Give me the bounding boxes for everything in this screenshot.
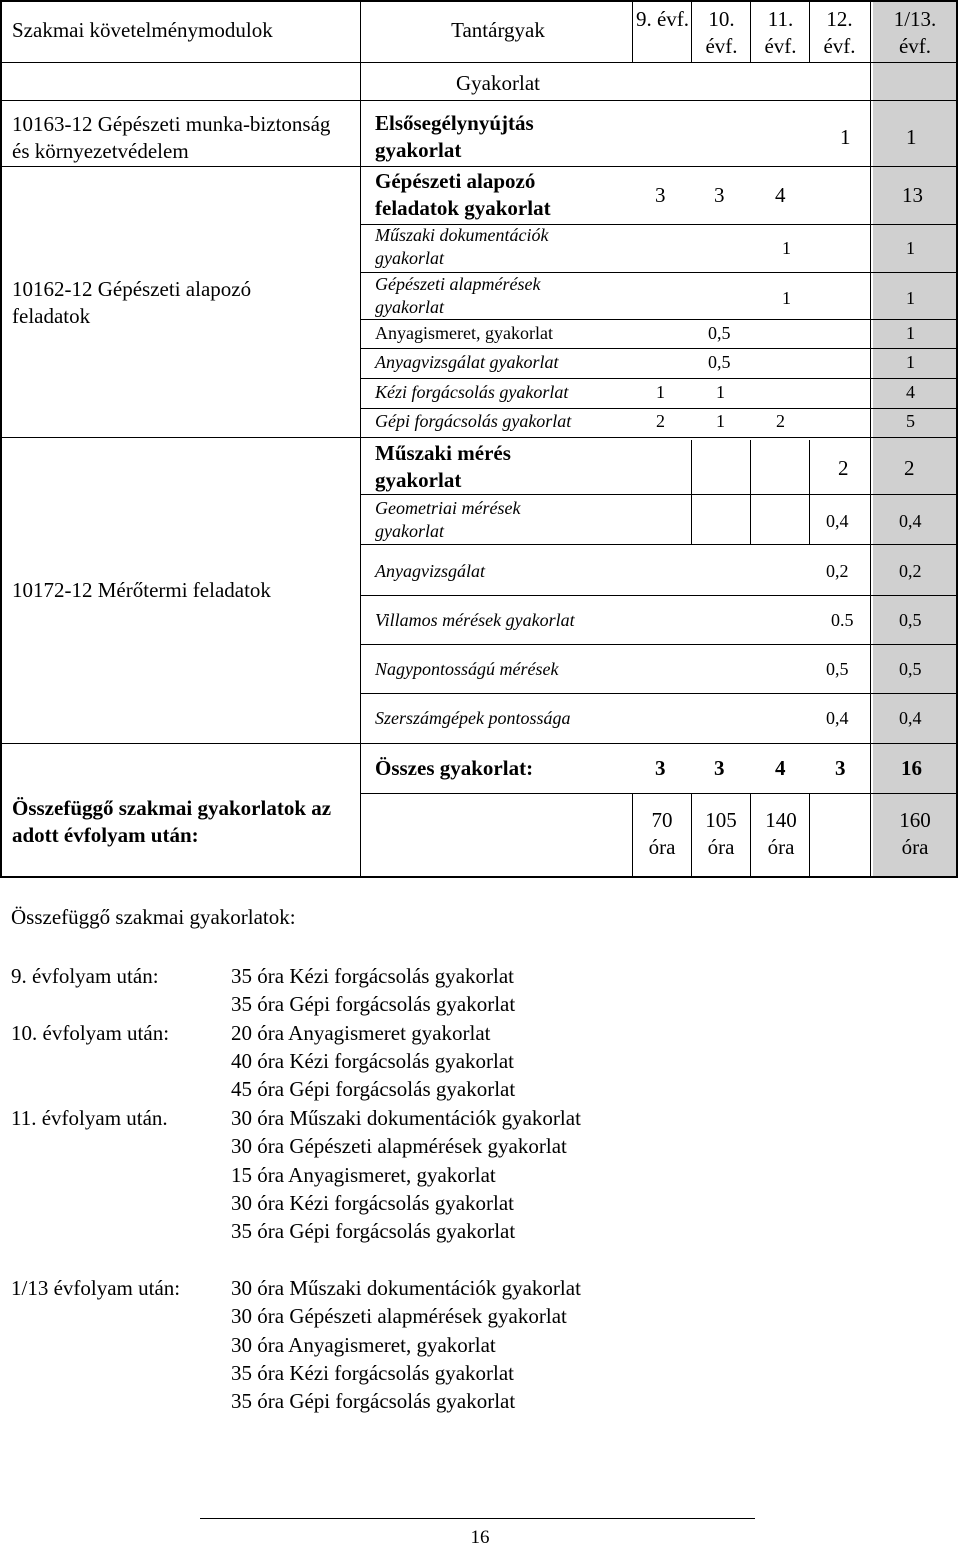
table-rule bbox=[361, 348, 958, 349]
row-value-13: 0,5 bbox=[899, 610, 922, 630]
row-value-10: 3 bbox=[714, 183, 725, 207]
row-value-13: 4 bbox=[906, 382, 915, 402]
row-value-13: 0,2 bbox=[899, 561, 922, 581]
table-rule bbox=[632, 793, 633, 878]
table-border bbox=[956, 0, 958, 878]
table-rule bbox=[691, 0, 692, 62]
row-value-13: 0,4 bbox=[899, 708, 922, 728]
note-heading: 9. évfolyam után: bbox=[11, 964, 159, 988]
row-value-13: 5 bbox=[906, 411, 915, 431]
hours-10: 105 óra bbox=[705, 808, 737, 860]
row-value-12: 2 bbox=[838, 456, 849, 480]
note-line: 30 óra Műszaki dokumentációk gyakorlat bbox=[231, 1276, 581, 1300]
row-value-9: 3 bbox=[655, 183, 666, 207]
table-rule bbox=[361, 100, 958, 101]
footer-rule bbox=[200, 1518, 755, 1519]
row-value-13: 1 bbox=[906, 323, 915, 343]
header-modules: Szakmai követelménymodulok bbox=[12, 18, 273, 42]
row-value-11: 0,5 bbox=[708, 352, 731, 372]
note-heading: 1/13 évfolyam után: bbox=[11, 1276, 181, 1300]
section-label: Gyakorlat bbox=[456, 71, 540, 95]
row-subject: Műszaki dokumentációk gyakorlat bbox=[375, 225, 549, 269]
page-number: 16 bbox=[470, 1527, 490, 1548]
note-line: 30 óra Anyagismeret, gyakorlat bbox=[231, 1333, 496, 1357]
row-value-11: 4 bbox=[775, 183, 786, 207]
table-rule bbox=[361, 544, 958, 545]
module-basics: 10162-12 Gépészeti alapozó feladatok bbox=[12, 277, 252, 329]
note-line: 30 óra Kézi forgácsolás gyakorlat bbox=[231, 1191, 515, 1215]
table-rule bbox=[691, 793, 692, 878]
row-value-10: 1 bbox=[716, 411, 725, 431]
row-value-12: 1 bbox=[840, 125, 851, 149]
header-grade-13: 1/13. évf. bbox=[893, 7, 937, 59]
table-rule bbox=[750, 440, 751, 544]
row-value-11: 2 bbox=[776, 411, 785, 431]
row-subject: Szerszámgépek pontossága bbox=[375, 708, 571, 728]
row-subject: Gépészeti alapmérések gyakorlat bbox=[375, 274, 541, 318]
row-value-9: 2 bbox=[656, 411, 665, 431]
table-rule bbox=[360, 0, 361, 878]
table-rule bbox=[361, 437, 958, 438]
row-subject: Műszaki mérés gyakorlat bbox=[375, 441, 511, 493]
note-line: 35 óra Kézi forgácsolás gyakorlat bbox=[231, 964, 515, 988]
row-value-13: 1 bbox=[906, 352, 915, 372]
note-line: 35 óra Gépi forgácsolás gyakorlat bbox=[231, 992, 516, 1016]
table-rule bbox=[0, 62, 958, 63]
total-label: Összes gyakorlat: bbox=[375, 756, 534, 780]
table-rule bbox=[809, 0, 810, 62]
row-value-13: 0,5 bbox=[899, 659, 922, 679]
module-safety: 10163-12 Gépészeti munka-biztonság és környezetvédelem bbox=[12, 112, 331, 164]
row-subject: Elsősegélynyújtás gyakorlat bbox=[375, 111, 534, 163]
hours-11: 140 óra bbox=[765, 808, 797, 860]
table-rule bbox=[0, 166, 361, 167]
note-line: 15 óra Anyagismeret, gyakorlat bbox=[231, 1163, 496, 1187]
notes-title: Összefüggő szakmai gyakorlatok: bbox=[11, 905, 296, 929]
row-value-12: 0,2 bbox=[826, 561, 849, 581]
total-value-12: 3 bbox=[835, 756, 846, 780]
row-subject: Anyagvizsgálat gyakorlat bbox=[375, 352, 559, 372]
header-grade-9: 9. évf. bbox=[635, 7, 690, 31]
note-line: 30 óra Gépészeti alapmérések gyakorlat bbox=[231, 1304, 567, 1328]
table-rule bbox=[0, 437, 361, 438]
table-rule bbox=[361, 272, 958, 273]
row-value-9: 1 bbox=[656, 382, 665, 402]
table-rule bbox=[361, 693, 958, 694]
table-rule bbox=[691, 440, 692, 544]
row-value-13: 1 bbox=[906, 288, 915, 308]
row-value-11: 0,5 bbox=[708, 323, 731, 343]
row-subject: Anyagismeret, gyakorlat bbox=[375, 323, 553, 343]
row-subject: Kézi forgácsolás gyakorlat bbox=[375, 382, 569, 402]
note-line: 35 óra Kézi forgácsolás gyakorlat bbox=[231, 1361, 515, 1385]
row-value-10: 1 bbox=[716, 382, 725, 402]
row-subject: Gépi forgácsolás gyakorlat bbox=[375, 411, 572, 431]
table-rule bbox=[361, 595, 958, 596]
header-grade-10: 10. évf. bbox=[705, 7, 738, 59]
row-subject: Geometriai mérések gyakorlat bbox=[375, 498, 521, 542]
total-value-11: 4 bbox=[775, 756, 786, 780]
row-value-13: 0,4 bbox=[899, 511, 922, 531]
table-rule bbox=[361, 319, 958, 320]
table-rule bbox=[361, 378, 958, 379]
table-rule bbox=[632, 0, 633, 62]
row-value-13: 13 bbox=[902, 183, 923, 207]
module-metrology: 10172-12 Mérőtermi feladatok bbox=[12, 578, 271, 602]
header-grade-11: 11. évf. bbox=[764, 7, 797, 59]
table-rule bbox=[750, 0, 751, 62]
note-line: 40 óra Kézi forgácsolás gyakorlat bbox=[231, 1049, 515, 1073]
note-line: 20 óra Anyagismeret gyakorlat bbox=[231, 1021, 491, 1045]
table-border bbox=[0, 876, 958, 878]
row-value-13: 1 bbox=[906, 125, 917, 149]
header-grade-12: 12. évf. bbox=[823, 7, 856, 59]
note-line: 45 óra Gépi forgácsolás gyakorlat bbox=[231, 1077, 516, 1101]
table-rule bbox=[750, 793, 751, 878]
table-rule bbox=[361, 743, 958, 744]
table-rule bbox=[361, 166, 958, 167]
table-rule bbox=[361, 494, 958, 495]
table-rule bbox=[809, 793, 810, 878]
table-rule bbox=[0, 743, 361, 744]
table-rule bbox=[361, 224, 958, 225]
note-line: 35 óra Gépi forgácsolás gyakorlat bbox=[231, 1389, 516, 1413]
note-heading: 11. évfolyam után. bbox=[11, 1106, 168, 1130]
note-heading: 10. évfolyam után: bbox=[11, 1021, 170, 1045]
note-line: 35 óra Gépi forgácsolás gyakorlat bbox=[231, 1219, 516, 1243]
hours-9: 70 óra bbox=[648, 808, 676, 860]
total-value-10: 3 bbox=[714, 756, 725, 780]
table-border bbox=[0, 0, 2, 878]
note-line: 30 óra Műszaki dokumentációk gyakorlat bbox=[231, 1106, 581, 1130]
row-value-13: 1 bbox=[906, 238, 915, 258]
table-rule bbox=[870, 0, 871, 878]
table-rule bbox=[361, 793, 958, 794]
table-rule bbox=[0, 100, 361, 101]
hours-13: 160 óra bbox=[899, 808, 931, 860]
row-subject: Anyagvizsgálat bbox=[375, 561, 485, 581]
table-rule bbox=[361, 408, 958, 409]
row-value-12: 0,4 bbox=[826, 511, 849, 531]
row-value-12: 1 bbox=[782, 238, 791, 258]
header-subjects: Tantárgyak bbox=[451, 18, 545, 42]
table-rule bbox=[809, 440, 810, 544]
module-summer-practice: Összefüggő szakmai gyakorlatok az adott évfolyam után: bbox=[12, 796, 332, 848]
row-subject: Nagypontosságú mérések bbox=[375, 659, 559, 679]
row-value-13: 2 bbox=[904, 456, 915, 480]
note-line: 30 óra Gépészeti alapmérések gyakorlat bbox=[231, 1134, 567, 1158]
row-subject: Gépészeti alapozó feladatok gyakorlat bbox=[375, 169, 551, 221]
row-value-12: 0,5 bbox=[826, 659, 849, 679]
total-value-13: 16 bbox=[901, 756, 922, 780]
table-rule bbox=[361, 644, 958, 645]
total-value-9: 3 bbox=[655, 756, 666, 780]
row-subject: Villamos mérések gyakorlat bbox=[375, 610, 575, 630]
row-value-12: 0,4 bbox=[826, 708, 849, 728]
row-value-12: 0.5 bbox=[831, 610, 854, 630]
table-border bbox=[0, 0, 958, 2]
row-value-12: 1 bbox=[782, 288, 791, 308]
